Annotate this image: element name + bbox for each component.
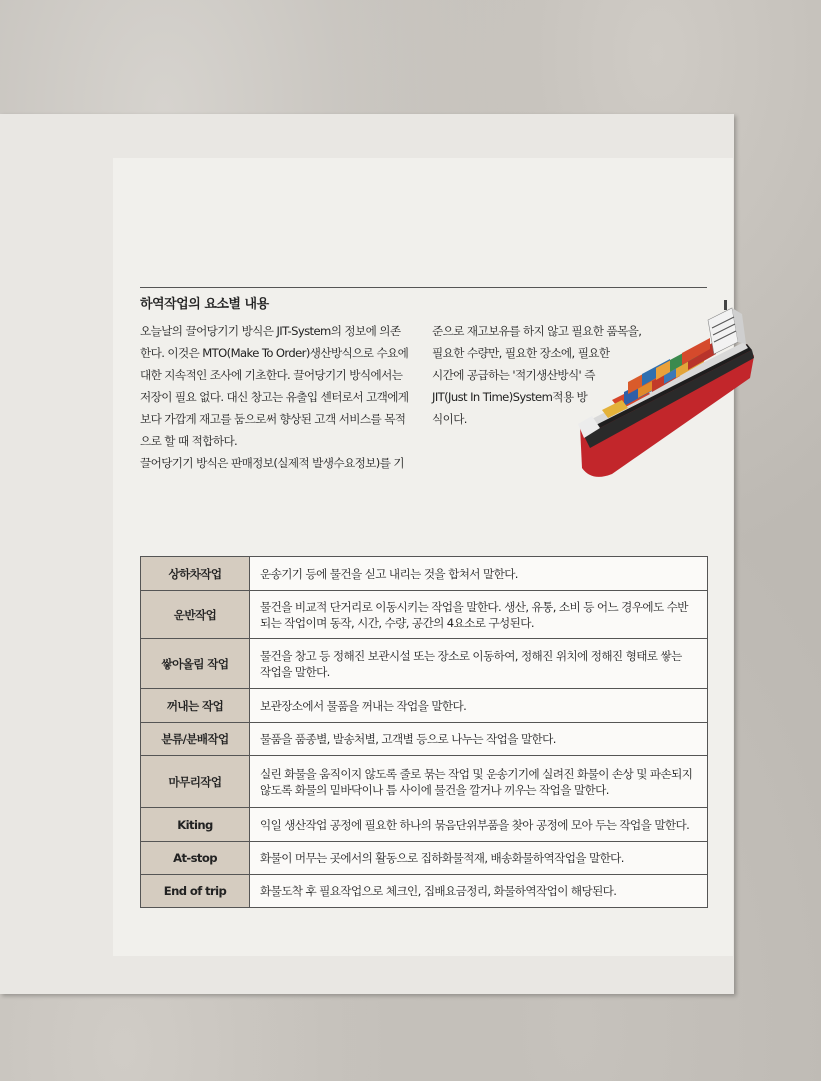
table-row [141, 875, 708, 908]
term-cell: 꺼내는 작업 [141, 689, 250, 723]
text-line: 식이다. [432, 412, 467, 426]
description-line: 물품을 품종별, 발송처별, 고객별 등으로 나누는 작업을 말한다. [260, 732, 556, 746]
text-line: 시간에 공급하는 '적기생산방식' 즉 [432, 368, 595, 382]
table-row [141, 591, 708, 639]
table-row [141, 689, 708, 723]
text-line: 오늘날의 끌어당기기 방식은 JIT-System의 정보에 의존 [140, 324, 401, 338]
description-line: 익일 생산작업 공정에 필요한 하나의 묶음단위부품을 찾아 공정에 모아 두는 작업을 말한다. [260, 817, 690, 832]
description-cell [250, 591, 708, 639]
table-row [141, 842, 708, 875]
text-line: 대한 지속적인 조사에 기초한다. 끌어당기기 방식에서는 [140, 368, 403, 382]
section-rule [140, 287, 707, 288]
term-cell: Kiting [141, 808, 250, 842]
description-line: 운송기기 등에 물건을 싣고 내리는 것을 합쳐서 말한다. [260, 566, 518, 581]
term-cell: 상하차작업 [141, 557, 250, 591]
text-line: 한다. 이것은 MTO(Make To Order)생산방식으로 수요에 [140, 346, 409, 360]
term-cell: At-stop [141, 842, 250, 875]
table-row [141, 557, 708, 591]
text-line: 저장이 필요 없다. 대신 창고는 유출입 센터로서 고객에게 [140, 390, 409, 404]
table-row [141, 639, 708, 689]
description-line: 화물이 머무는 곳에서의 활동으로 집하화물적재, 배송화물하역작업을 말한다. [260, 851, 624, 865]
description-cell [250, 808, 708, 842]
term-cell: 분류/분배작업 [141, 723, 250, 756]
description-line: 않도록 화물의 밑바닥이나 틈 사이에 물건을 깔거나 끼우는 작업을 말한다. [260, 782, 609, 797]
term-cell: End of trip [141, 875, 250, 908]
term-cell: 마무리작업 [141, 756, 250, 808]
description-line: 작업을 말한다. [260, 664, 330, 679]
term-cell: 운반작업 [141, 591, 250, 639]
section-title: 하역작업의 요소별 내용 [140, 297, 269, 312]
table-row [141, 808, 708, 842]
description-cell [250, 723, 708, 756]
description-line: 되는 작업이며 동작, 시간, 수량, 공간의 4요소로 구성된다. [260, 615, 534, 630]
text-line: 끌어당기기 방식은 판매정보(실제적 발생수요정보)를 기 [140, 456, 404, 470]
paragraph-column-1 [140, 320, 422, 474]
text-line: 으로 할 때 적합하다. [140, 434, 238, 448]
text-line: JIT(Just In Time)System적용 방 [432, 390, 588, 404]
text-line: 준으로 재고보유를 하지 않고 필요한 품목을, [432, 324, 642, 338]
description-cell [250, 756, 708, 808]
description-line: 물건을 비교적 단거리로 이동시키는 작업을 말한다. 생산, 유통, 소비 등 어느 경우에도 수반 [260, 599, 688, 614]
description-line: 화물도착 후 필요작업으로 체크인, 집배요금정리, 화물하역작업이 해당된다. [260, 884, 617, 898]
description-cell [250, 639, 708, 689]
description-line: 보관장소에서 물품을 꺼내는 작업을 말한다. [260, 698, 467, 713]
text-line: 보다 가깝게 재고를 둠으로써 향상된 고객 서비스를 목적 [140, 412, 406, 426]
text-line: 필요한 수량만, 필요한 장소에, 필요한 [432, 346, 610, 360]
description-cell [250, 689, 708, 723]
term-cell: 쌓아올림 작업 [141, 639, 250, 689]
description-cell [250, 842, 708, 875]
table-row [141, 756, 708, 808]
description-line: 실린 화물을 움직이지 않도록 줄로 묶는 작업 및 운송기기에 실려진 화물이 손상 및 파손되지 [260, 766, 693, 781]
loading-work-table [140, 556, 708, 908]
description-cell [250, 557, 708, 591]
description-line: 물건을 창고 등 정해진 보관시설 또는 장소로 이동하여, 정해진 위치에 정해진 형태로 쌓는 [260, 648, 682, 663]
container-ship-illustration [572, 298, 757, 488]
table-row [141, 723, 708, 756]
description-cell [250, 875, 708, 908]
